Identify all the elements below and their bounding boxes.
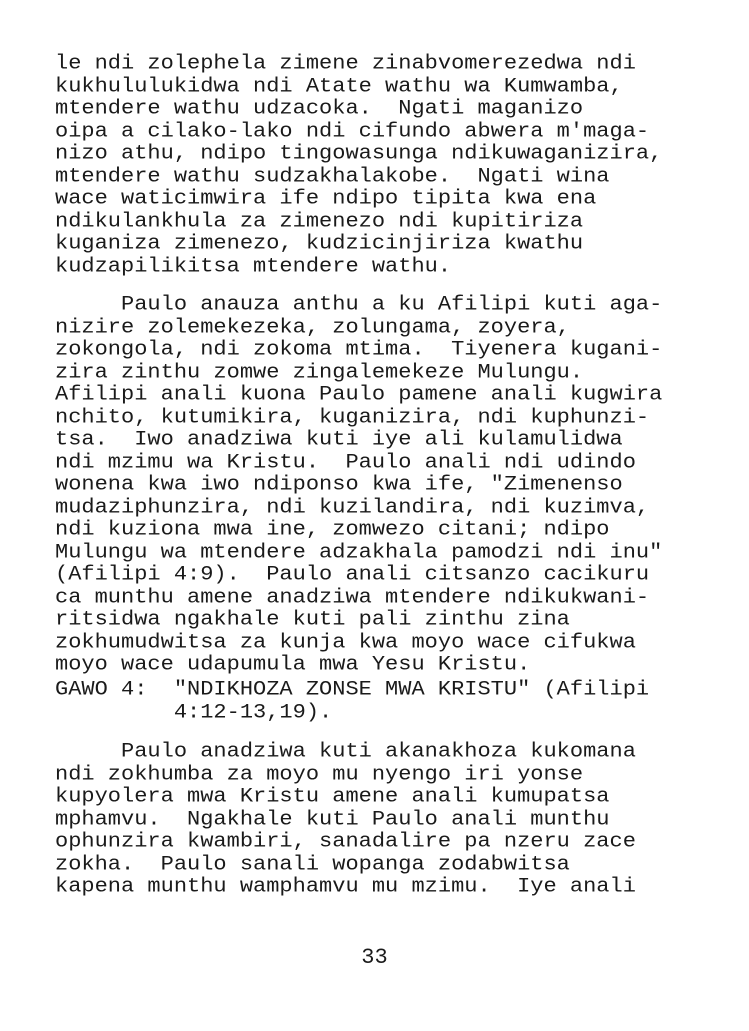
page-number: 33 bbox=[361, 945, 388, 970]
text-line: mphamvu. Ngakhale kuti Paulo anali munthu bbox=[55, 807, 610, 831]
text-line: mtendere wathu udzacoka. Ngati maganizo bbox=[55, 97, 584, 121]
text-line: nizo athu, ndipo tingowasunga ndikuwaganizira, bbox=[55, 142, 663, 166]
text-line: zokha. Paulo sanali wopanga zodabwitsa bbox=[55, 852, 570, 876]
text-line: moyo wace udapumula mwa Yesu Kristu. bbox=[55, 653, 531, 677]
paragraph-1 bbox=[55, 53, 662, 278]
paragraph-2 bbox=[55, 294, 662, 677]
text-line: wace waticimwira ife ndipo tipita kwa ena bbox=[55, 187, 597, 211]
section-heading bbox=[55, 679, 649, 724]
text-line: ophunzira kwambiri, sanadalire pa nzeru zace bbox=[55, 830, 636, 854]
text-line: tsa. Iwo anadziwa kuti iye ali kulamulidwa bbox=[55, 428, 623, 452]
text-line: le ndi zolephela zimene zinabvomerezedwa ndi bbox=[55, 52, 636, 76]
text-line: zokhumudwitsa za kunja kwa moyo wace cifukwa bbox=[55, 630, 636, 654]
text-line: Mulungu wa mtendere adzakhala pamodzi ndi inu" bbox=[55, 540, 663, 564]
text-line: mudaziphunzira, ndi kuzilandira, ndi kuzimva, bbox=[55, 495, 650, 519]
text-line: (Afilipi 4:9). Paulo anali citsanzo cacikuru bbox=[55, 563, 650, 587]
heading-line: 4:12-13,19). bbox=[55, 700, 333, 724]
text-line: ca munthu amene anadziwa mtendere ndikukwani- bbox=[55, 585, 650, 609]
text-line: kapena munthu wamphamvu mu mzimu. Iye anali bbox=[55, 875, 636, 899]
text-line: zokongola, ndi zokoma mtima. Tiyenera kugani- bbox=[55, 338, 663, 362]
text-line: kupyolera mwa Kristu amene anali kumupatsa bbox=[55, 785, 610, 809]
text-line: kukhululukidwa ndi Atate wathu wa Kumwamba, bbox=[55, 74, 623, 98]
text-line: ndikulankhula za zimenezo ndi kupitiriza bbox=[55, 209, 584, 233]
text-line: wonena kwa iwo ndiponso kwa ife, "Zimenenso bbox=[55, 473, 623, 497]
paragraph-3 bbox=[55, 741, 636, 899]
heading-line: GAWO 4: "NDIKHOZA ZONSE MWA KRISTU" (Afilipi bbox=[55, 678, 650, 702]
text-line: mtendere wathu sudzakhalakobe. Ngati wina bbox=[55, 164, 610, 188]
text-line: ndi zokhumba za moyo mu nyengo iri yonse bbox=[55, 762, 584, 786]
text-line: kudzapilikitsa mtendere wathu. bbox=[55, 254, 452, 278]
text-line: ndi kuziona mwa ine, zomwezo citani; ndipo bbox=[55, 518, 610, 542]
text-line: zira zinthu zomwe zingalemekeze Mulungu. bbox=[55, 360, 584, 384]
text-line: nizire zolemekezeka, zolungama, zoyera, bbox=[55, 315, 570, 339]
text-line: ndi mzimu wa Kristu. Paulo anali ndi udindo bbox=[55, 450, 636, 474]
text-line: Paulo anadziwa kuti akanakhoza kukomana bbox=[55, 740, 636, 764]
text-line: ritsidwa ngakhale kuti pali zinthu zina bbox=[55, 608, 570, 632]
text-line: kuganiza zimenezo, kudzicinjiriza kwathu bbox=[55, 232, 584, 256]
text-line: Paulo anauza anthu a ku Afilipi kuti aga- bbox=[55, 293, 663, 317]
text-line: oipa a cilako-lako ndi cifundo abwera m'maga- bbox=[55, 119, 650, 143]
text-line: nchito, kutumikira, kuganizira, ndi kuphunzi- bbox=[55, 405, 650, 429]
text-line: Afilipi anali kuona Paulo pamene anali kugwira bbox=[55, 383, 663, 407]
